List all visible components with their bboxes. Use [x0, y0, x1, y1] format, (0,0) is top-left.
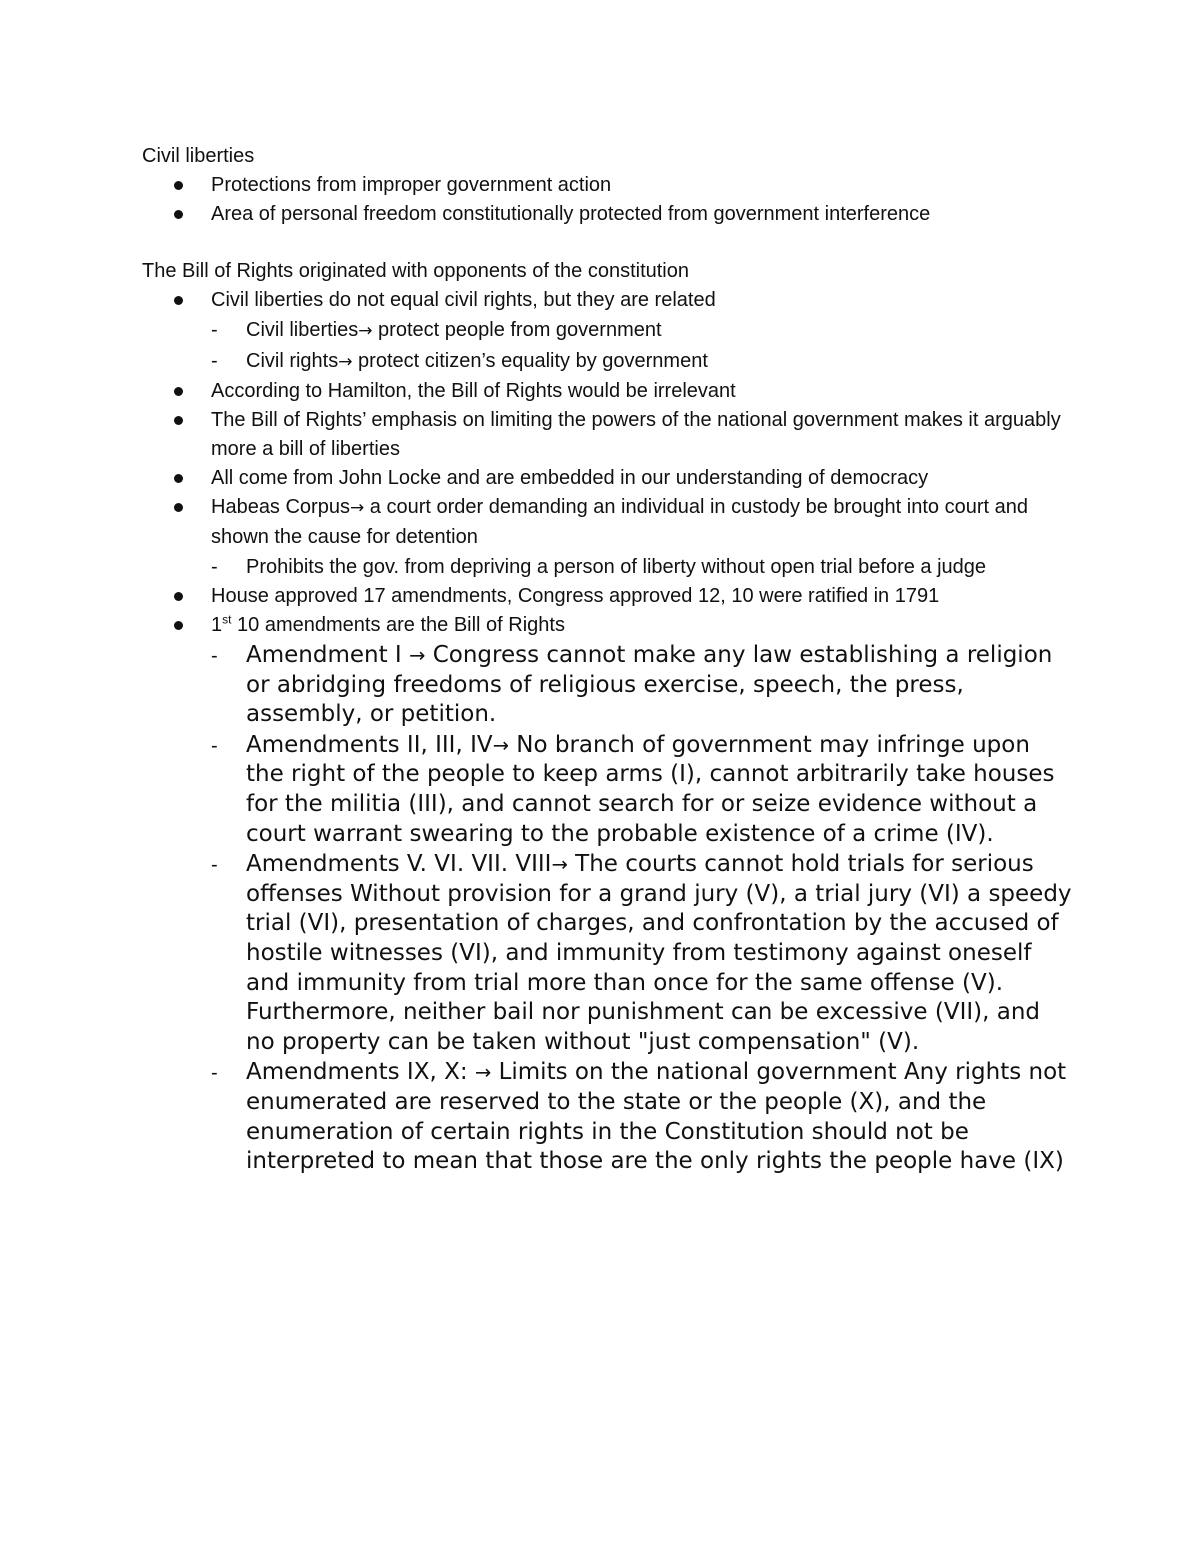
amendment-item: [211, 850, 1072, 1057]
amendment-text: The courts cannot hold trials for serious offenses Without provision for a grand jury (V), a trial jury (VI) a speedy trial (VI), presentation of charges, and confrontation by the accused of hostile witnesses (VI), and immunity from testimony against oneself and immunity from trial more than once for the same offense (V). Furthermore, neither bail nor punishment can be excessive (VII), and no property can be taken without "just compensation" (V).: [246, 851, 1072, 1055]
sub-list-item: [211, 553, 1072, 582]
dash-icon: -: [211, 1062, 218, 1085]
ordinal-suffix: st: [222, 612, 232, 627]
bullet-icon: [174, 474, 183, 483]
bullet-icon: [174, 503, 183, 512]
sub-list: [211, 316, 1072, 377]
document-body: [142, 142, 1072, 1177]
amendments-list: [211, 641, 1072, 1177]
bullet-text: House approved 17 amendments, Congress approved 12, 10 were ratified in 1791: [211, 585, 940, 607]
bullet-text: Area of personal freedom constitutionally protected from government interference: [211, 203, 931, 225]
bullet-icon: [174, 621, 183, 630]
amendment-item: [211, 641, 1072, 730]
sub-list: [211, 553, 1072, 582]
term: Civil liberties: [246, 319, 359, 341]
list-item: [142, 582, 1072, 611]
civil-liberties-list: [142, 171, 1072, 229]
dash-icon: -: [211, 645, 218, 667]
amendment-text: Congress cannot make any law establishing a religion or abridging freedoms of religious exercise, speech, the press, assembly, or petition.: [246, 642, 1053, 728]
list-item: [142, 493, 1072, 582]
dash-icon: -: [211, 319, 218, 341]
bullet-icon: [174, 296, 183, 305]
arrow-right-icon: →: [492, 733, 509, 757]
list-item: [142, 171, 1072, 200]
dash-icon: -: [211, 734, 218, 757]
list-item: [142, 200, 1072, 229]
sub-list-item: [211, 316, 1072, 346]
arrow-right-icon: →: [409, 644, 426, 667]
bill-of-rights-list: [142, 286, 1072, 1177]
amendment-item: [211, 731, 1072, 849]
arrow-right-icon: →: [349, 498, 365, 518]
list-item: [142, 406, 1072, 464]
bullet-icon: [174, 592, 183, 601]
bullet-text: a court order demanding an individual in custody be brought into court and shown the cause for detention: [211, 496, 1028, 548]
amendment-text: No branch of government may infringe upon the right of the people to keep arms (I), cannot arbitrarily take houses for the militia (III), and cannot search for or seize evidence without a court warrant swearing to the probable existence of a crime (IV).: [246, 731, 1055, 847]
ordinal-number: 1: [211, 614, 223, 636]
amendment-label: Amendments IX, X:: [246, 1059, 475, 1086]
amendment-label: Amendments II, III, IV: [246, 731, 493, 758]
section-heading-bill-of-rights: The Bill of Rights originated with opponents of the constitution: [142, 260, 689, 282]
arrow-right-icon: →: [551, 853, 568, 877]
dash-icon: -: [211, 556, 218, 578]
section-heading-civil-liberties: Civil liberties: [142, 145, 255, 167]
bullet-text: According to Hamilton, the Bill of Rights would be irrelevant: [211, 380, 736, 402]
term: Habeas Corpus: [211, 496, 350, 518]
dash-icon: -: [211, 854, 218, 877]
bullet-text: All come from John Locke and are embedded in our understanding of democracy: [211, 467, 929, 489]
sub-text: protect citizen’s equality by government: [352, 350, 708, 372]
bullet-text: Civil liberties do not equal civil rights, but they are related: [211, 289, 716, 311]
list-item: [142, 377, 1072, 406]
amendment-item: [211, 1058, 1072, 1176]
bullet-icon: [174, 387, 183, 396]
arrow-right-icon: →: [474, 1061, 492, 1085]
amendment-label: Amendments V. VI. VII. VIII: [246, 851, 552, 878]
amendment-text: Limits on the national government Any rights not enumerated are reserved to the state or the people (X), and the enumeration of certain rights in the Constitution should not be interpreted to mean that those are the only rights the people have (IX): [246, 1059, 1067, 1175]
bullet-icon: [174, 210, 183, 219]
term: Civil rights: [246, 350, 339, 372]
dash-icon: -: [211, 350, 218, 372]
bullet-text: Protections from improper government action: [211, 174, 612, 196]
sub-list-item: [211, 347, 1072, 377]
arrow-right-icon: →: [358, 321, 373, 341]
bullet-text: The Bill of Rights’ emphasis on limiting the powers of the national government makes it arguably more a bill of liberties: [211, 409, 1061, 460]
arrow-right-icon: →: [338, 352, 353, 372]
sub-text: protect people from government: [372, 319, 662, 341]
bullet-icon: [174, 181, 183, 190]
sub-text: Prohibits the gov. from depriving a person of liberty without open trial before a judge: [246, 556, 987, 578]
list-item: [142, 464, 1072, 493]
list-item: [142, 286, 1072, 377]
bullet-text: 10 amendments are the Bill of Rights: [231, 614, 565, 636]
list-item: [142, 611, 1072, 1177]
bullet-icon: [174, 416, 183, 425]
amendment-label: Amendment I: [246, 642, 410, 668]
